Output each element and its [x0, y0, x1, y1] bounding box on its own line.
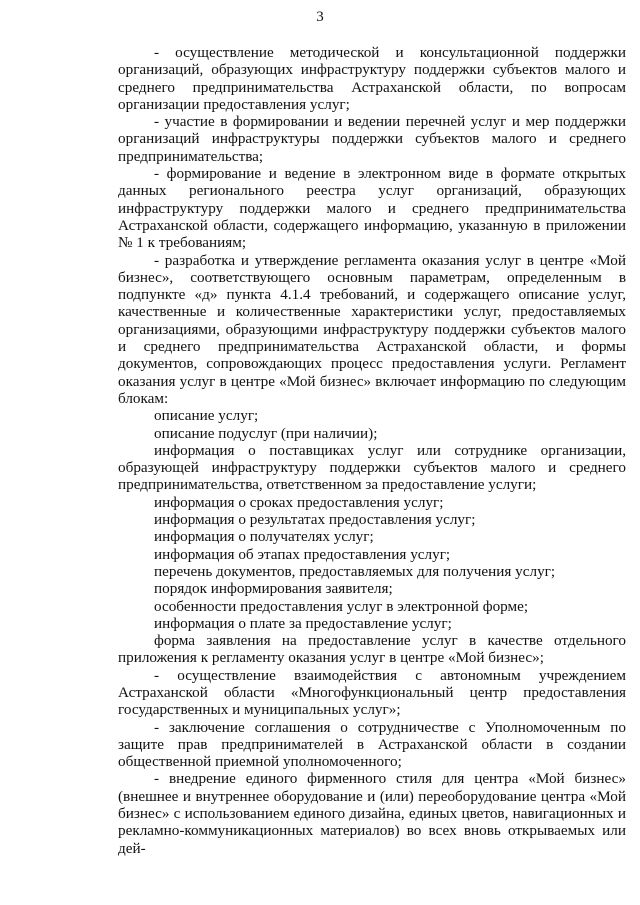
- block-item: особенности предоставления услуг в электронной форме;: [154, 597, 529, 615]
- block-item: форма заявления на предоставление услуг в качестве отдельного приложения к регламенту оказания услуг в центре «Мой бизнес»;: [118, 632, 626, 667]
- paragraph-regulation: - разработка и утверждение регламента оказания услуг в центре «Мой бизнес», соответствующего основным параметрам, определенным в подпункте «д» пункта 4.1.4 требований, и содержащего описание услуг, качественные и количественные характеристики услуг, предоставляемых организациями, образующими инфраструктуру поддержки субъектов малого и среднего предпринимательства Астраханской области, и формы документов, сопровождающих процесс предоставления услуги. Регламент оказания услуг в центре «Мой бизнес» включает информацию по следующим блокам:: [118, 251, 626, 407]
- paragraph-methodical-support: - осуществление методической и консультационной поддержки организаций, образующих инфраструктуру поддержки субъектов малого и среднего предпринимательства Астраханской области, по вопросам организации предоставления услуг;: [118, 44, 626, 113]
- block-item: порядок информирования заявителя;: [154, 580, 393, 598]
- paragraph-ombudsman-agreement: - заключение соглашения о сотрудничестве с Уполномоченным по защите прав предпринимателей в Астраханской области в создании общественной приемной уполномоченного;: [118, 718, 626, 771]
- block-item: информация о поставщиках услуг или сотруднике организации, образующей инфраструктуру поддержки субъектов малого и среднего предпринимательства, ответственном за предоставление услуги;: [118, 441, 626, 494]
- paragraph-mfc-interaction: - осуществление взаимодействия с автономным учреждением Астраханской области «Многофункциональный центр предоставления государственных и муниципальных услуг»;: [118, 666, 626, 719]
- paragraph-services-list: - участие в формировании и ведении перечней услуг и мер поддержки организаций инфраструктуры поддержки субъектов малого и среднего предпринимательства;: [118, 113, 626, 165]
- block-item: информация о сроках предоставления услуг;: [154, 493, 444, 511]
- block-item: описание подуслуг (при наличии);: [154, 424, 378, 442]
- block-item: информация о результатах предоставления услуг;: [154, 511, 476, 529]
- paragraph-corporate-style: - внедрение единого фирменного стиля для центра «Мой бизнес» (внешнее и внутреннее оборудование и (или) переоборудование центра «Мой бизнес» с использованием единого дизайна, единых цветов, навигационных и рекламно-коммуникационных материалов) во всех вновь открываемых или дей-: [118, 770, 626, 857]
- block-item: перечень документов, предоставляемых для получения услуг;: [154, 562, 556, 580]
- body-text: [118, 44, 626, 857]
- block-item: информация об этапах предоставления услуг;: [154, 545, 451, 563]
- paragraph-registry: - формирование и ведение в электронном виде в формате открытых данных регионального реестра услуг организаций, образующих инфраструктуру поддержки малого и среднего предпринимательства Астраханской области, содержащего информацию, указанную в приложении № 1 к требованиям;: [118, 165, 626, 252]
- block-item: информация о плате за предоставление услуг;: [154, 614, 452, 632]
- page-number: 3: [316, 9, 324, 25]
- block-item: информация о получателях услуг;: [154, 528, 374, 546]
- block-item: описание услуг;: [154, 407, 259, 425]
